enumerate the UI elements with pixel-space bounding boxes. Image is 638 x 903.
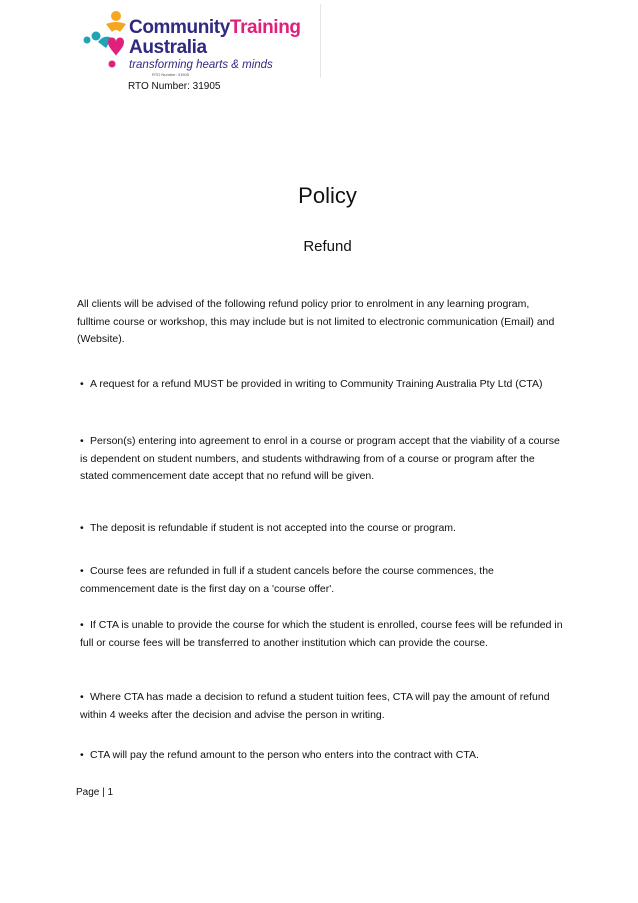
list-item	[80, 617, 565, 652]
logo-tagline: transforming hearts & minds	[129, 59, 273, 71]
list-item	[80, 747, 565, 765]
list-item	[80, 520, 565, 538]
page-subtitle: Refund	[303, 238, 352, 255]
list-item	[80, 376, 565, 394]
bullet-icon: •	[80, 691, 84, 703]
logo-name-training: Training	[229, 17, 301, 38]
page-number: Page | 1	[76, 787, 114, 798]
bullet-text: The deposit is refundable if student is not accepted into the course or program.	[90, 522, 456, 534]
logo-small-rto: RTO Number: 31905	[152, 72, 189, 77]
bullet-icon: •	[80, 435, 84, 447]
bullet-text: Where CTA has made a decision to refund a student tuition fees, CTA will pay the amount of refund within 4 weeks after the decision and advise the person in writing.	[80, 691, 550, 721]
list-item	[80, 433, 565, 486]
logo-people-icon	[82, 8, 128, 68]
bullet-icon: •	[80, 378, 84, 390]
logo-name-line2: Australia	[129, 37, 207, 58]
page-title: Policy	[298, 183, 357, 208]
bullet-icon: •	[80, 749, 84, 761]
bullet-icon: •	[80, 619, 84, 631]
rto-number: RTO Number: 31905	[128, 81, 221, 92]
bullet-text: If CTA is unable to provide the course for which the student is enrolled, course fees will be refunded in full or course fees will be transferred to another institution which can provide the course.	[80, 619, 563, 649]
logo-name-line1	[129, 18, 301, 38]
bullet-text: Course fees are refunded in full if a student cancels before the course commences, the commencement date is the first day on a 'course offer'.	[80, 565, 494, 595]
bullet-text: A request for a refund MUST be provided in writing to Community Training Australia Pty Ltd (CTA)	[90, 378, 543, 390]
logo-name-community: Community	[129, 17, 230, 38]
bullet-icon: •	[80, 522, 84, 534]
company-logo	[82, 8, 322, 80]
intro-paragraph: All clients will be advised of the following refund policy prior to enrolment in any learning program, fulltime course or workshop, this may include but is not limited to electronic communication (Email) and (Website).	[77, 298, 555, 345]
list-item	[80, 689, 565, 724]
bullet-icon: •	[80, 565, 84, 577]
bullet-text: CTA will pay the refund amount to the person who enters into the contract with CTA.	[90, 749, 479, 761]
logo-divider	[320, 4, 321, 78]
list-item	[80, 563, 565, 598]
bullet-text: Person(s) entering into agreement to enrol in a course or program accept that the viability of a course is dependent on student numbers, and students withdrawing from of a course or program after the stated commencement date accept that no refund will be given.	[80, 435, 560, 482]
